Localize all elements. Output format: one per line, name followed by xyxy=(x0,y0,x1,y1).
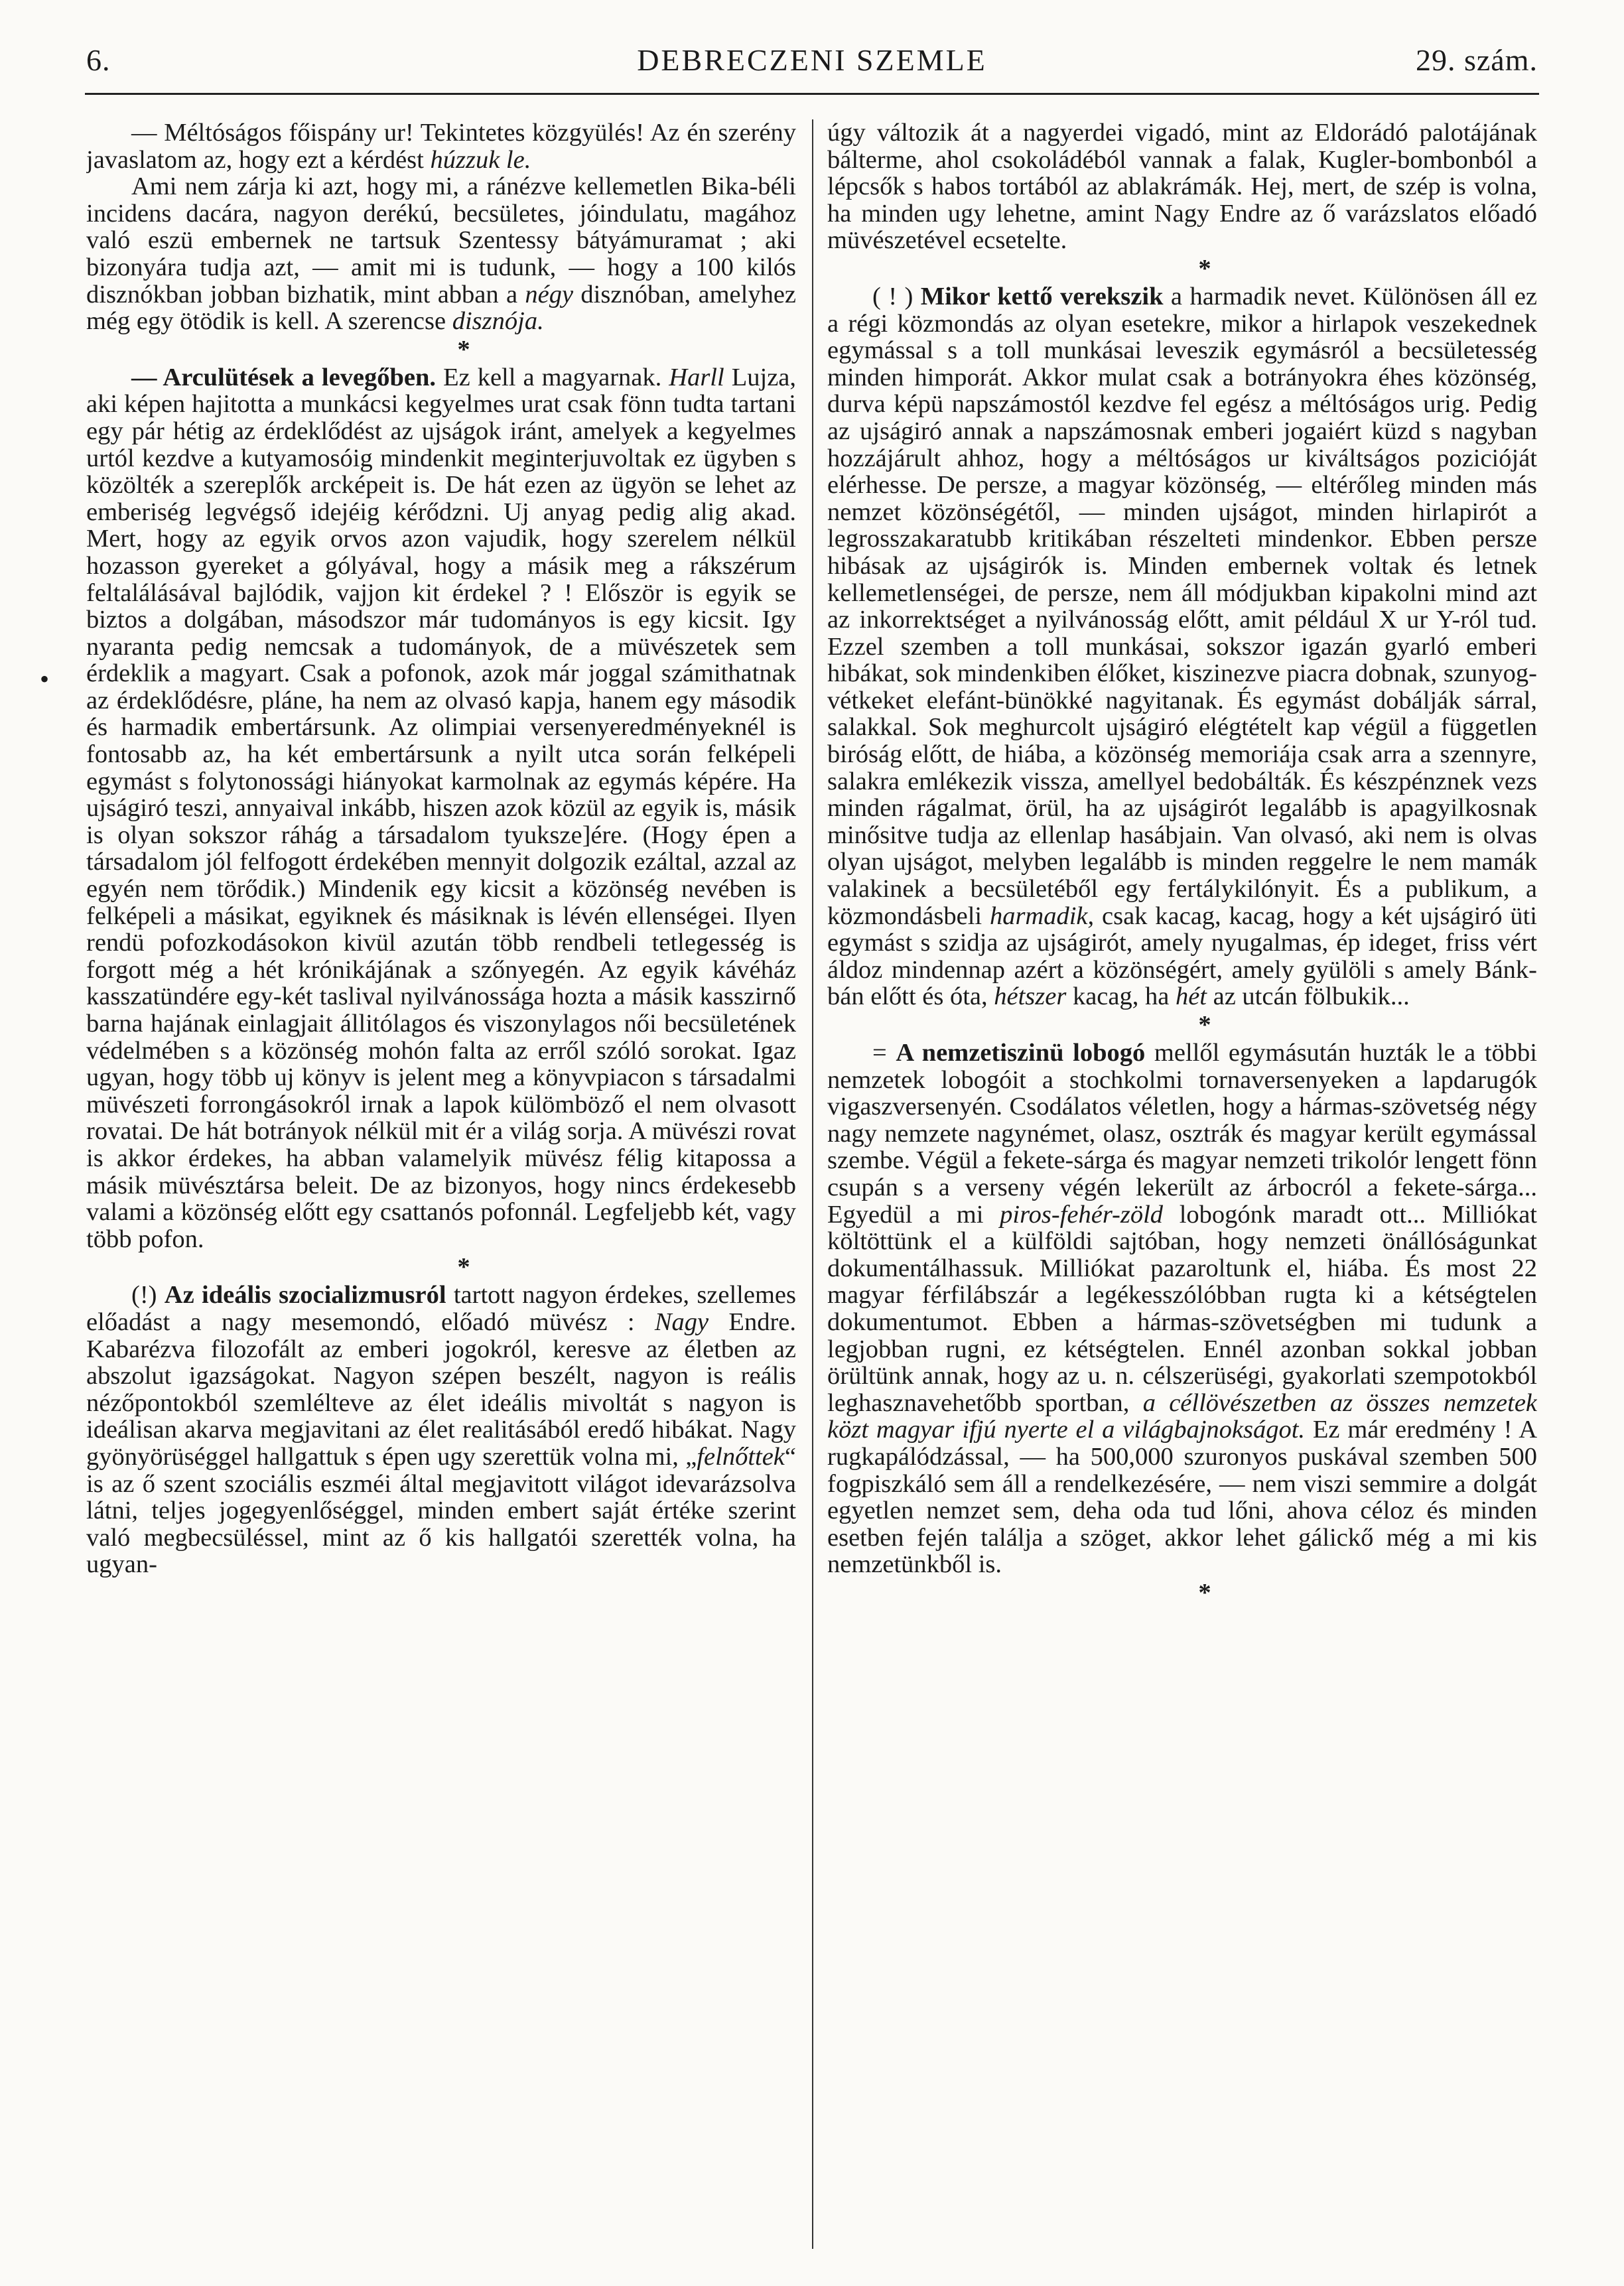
section-heading: A nemzetiszinü lobogó xyxy=(896,1039,1146,1067)
column-divider xyxy=(812,119,813,2249)
section-heading: Az ideális szocializmusról xyxy=(164,1281,446,1310)
header-rule xyxy=(85,93,1539,95)
paragraph-lobogo: = A nemzetiszinü lobogó mellől egymásután huzták le a többi nemzetek lobogóit a stochkolmi tornaversenyeken a lapdarugók vigaszversenyén. Csodálatos véletlen, hogy a hármas-szövetség négy nagy nemzete nagynémet, olasz, osztrák és magyar került egymással szembe. Végül a fekete-sárga és magyar nemzeti trikolór lengett fönn csupán s a verseny végén lekerült az árbocról a fekete-sárga... Egyedül a mi piros-fehér-zöld lobogónk maradt ott... Milliókat költöttünk el a külföldi sajtóban, hogy nemzeti önállóságunkat dokumentálhassuk. Milliókat pazaroltunk el, hiába. És most 22 magyar férfilábszár a legékesszólóbban rugta ki a kétségtelen dokumentumot. Ebben a hármas-szövetségben mi tudunk a legjobban rugni, ez kétségtelen. Ennél azonban sokkal jobban örültünk annak, hogy az u. n. célszerüségi, gyakorlati szempotokból leghasznavehetőbb sportban, a céllövészetben az összes nemzetek közt magyar ifjú nyerte el a világbajnokságot. Ez már eredmény ! A rugkapálódzással, — ha 500,000 szuronyos puskával szemben 500 fogpiszkáló sem áll a rendelkezésére, — nem viszi semmire a dolgát egyetlen nemzet sem, deha oda tud lőni, ahova céloz és minden esetben fején találja a szöget, akkor lehet gálickő még a mi kis nemzetünkből is. xyxy=(827,1039,1537,1579)
paragraph-szentessy: Ami nem zárja ki azt, hogy mi, a ránézve kellemetlen Bika-béli incidens dacára, nagyon derékú, becsületes, jóindulatu, magához való eszü embernek ne tartsuk Szentessy bátyámuramat ; aki bizonyára tudja azt, — amit mi is tudunk, — hogy a 100 kilós disznókban jobban bizhatik, mint abban a négy disznóban, amelyhez még egy ötödik is kell. A szerencse disznója. xyxy=(86,172,796,336)
paragraph-szocializmus: (!) Az ideális szocializmusról tartott nagyon érdekes, szellemes előadást a nagy mesemondó, előadó müvész : Nagy Endre. Kabarézva filozofált az emberi jogokról, keresve az életben az abszolut igazságokat. Nagyon szépen beszélt, nagyon is reális nézőpontokból szemlélteve az élet ideális mivoltát s nagyon is ideálisan akarva megjavitani az élet realitásából eredő hibákat. Nagy gyönyörüséggel hallgattuk s épen ugy szerettük volna mi, „felnőttek“ is az ő szent szociális eszméi által megjavitott világot idevarázsolva látni, teljes jogegyenlőséggel, minden embert saját értéke szerint való megbecsüléssel, mint az ő kis hallgatói szerették volna, ha ugyan- xyxy=(86,1281,796,1579)
journal-title: DEBRECZENI SZEMLE xyxy=(637,43,987,77)
paragraph-arculutesek: — Arculütések a levegőben. Ez kell a magyarnak. Harll Lujza, aki képen hajitotta a munkácsi kegyelmes urat csak fönn tudta tartani egy pár hétig az érdeklődést az ujságok iránt, amelyek a kegyelmes urtól kezdve a kutyamosóig mindenkit meginterjuvoltak ez ügyben s közölték a szereplők arcképeit is. De hát ezen az ügyön se lehet az emberiség legvégső idejéig kérődzni. Uj anyag pedig alig akad. Mert, hogy az egyik orvos azon vajudik, hogy szerelem nélkül hozasson gyereket a gólyával, hogy a másik meg a rákszérum feltalálásával bajlódik, vajjon kit érdekel ? ! Először is egyik se biztos a dolgában, másodszor már tudományos is egy kicsit. Igy nyaranta pedig nemcsak a tudományok, de a müvészetek sem érdeklik a magyart. Csak a pofonok, azok már joggal számithatnak az érdeklődésre, pláne, ha nem az olvasó kapja, hanem egy második és harmadik embertársunk. Az olimpiai versenyeredményeknél is fontosabb az, ha két embertársunk a nyilt utca során felképeli egymást s folytonossági hiányokat karmolnak az egymás képére. Ha ujságiró teszi, annyaival inkább, hiszen azok közül az egyik is, másik is olyan sokszor ráhág a társadalom tyuksze]ére. (Hogy épen a társadalom jól felfogott érdekében mennyit dolgozik ezáltal, azzal az egyén nem törődik.) Mindenik egy kicsit a közönség nevében is felképeli a másikat, egyiknek és másiknak is lévén ellenségei. Ilyen rendü pofozkodásokon kivül azután több rendbeli tetlegesség is forgott még a hét krónikájának a szőnyegén. Az egyik kávéház kasszatündére egy-két taslival nyilvánossága hozta a másik kasszirnő barna hajának einlagjait állitólagos és viszonylagos női becsületének védelmében s a közönség mohón falta az erről szóló sorokat. Igaz ugyan, hogy több uj könyv is jelent meg a könyvpiacon s társadalmi müvészeti forrongásokról irnak a lapok külömböző el nem olvasott rovatai. De hát botrányok nélkül mit ér a világ sorja. A müvészi rovat is akkor érdekes, ha abban valamelyik müvész félig kitapossa a másik müvésztársa beleit. De az bizonyos, hogy nincs érdekesebb valami a közönség előtt egy csattanós pofonnál. Legfeljebb két, vagy több pofon. xyxy=(86,363,796,1253)
left-column xyxy=(86,119,796,2249)
section-separator: * xyxy=(1198,254,1211,283)
paragraph-verekszik: ( ! ) Mikor kettő verekszik a harmadik nevet. Különösen áll ez a régi közmondás az olyan esetekre, mikor a hirlapok veszekednek egymással s a toll munkásai leveszik egymásról a becsületesség minden himporát. Akkor mulat csak a botrányokra éhes közönség, durva képü napszámostól kezdve fel egész a méltóságos urig. Pedig az ujságiró annak a napszámosnak emberi jogaiért küzd s nagyban hozzájárult ahhoz, hogy a méltóságos ur kiváltságos pozicióját elérhesse. De persze, a magyar közönség, — eltérőleg minden más nemzet közönségétől, — minden ujságot, minden hirlapirót a legrosszakaratubb kritikában részelteti mindenkor. Ebben persze hibásak az ujságirók is. Minden embernek voltak és letnek kellemetlenségei, de persze, nem áll módjukban kipakolni mind azt az inkorrektséget a nyilvánosság előtt, amit például X ur Y-ról tud. Ezzel szemben a toll munkásai, sokszor igazán gyarló emberi hibákat, sok mindenkiben élőket, kiszinezve piacra dobnak, szunyog-vétkeket elefánt-bünökké nagyitanak. És egymást dobálják sárral, salakkal. Sok meghurcolt ujságiró elégtételt kap végül a független biróság előtt, de hiába, a közönség memoriája csak arra a szennyre, salakra emlékezik vissza, amellyel bedobálták. És készpénznek vezs minden rágalmat, örül, ha az ujságirót legalább is apagyilkosnak minősitve tudja az ellenlap hasábjain. Van olvasó, aki nem is olvas olyan ujságot, melyben legalább is minden reggelre le nem mamák valakinek a becsületéből egy fertálykilónyit. És a publikum, a közmondásbeli harmadik, csak kacag, kacag, hogy a két ujságiró üti egymást s szidja az ujságirót, amely nyugalmas, ép ideget, friss vért áldoz mindennap azért a közönségért, amely gyülöli s amely Bánk-bán előtt és óta, hétszer kacag, ha hét az utcán fölbukik... xyxy=(827,282,1537,1011)
issue-number: 29. szám. xyxy=(1415,43,1538,77)
right-column xyxy=(827,119,1537,2249)
paragraph-foispan: — Méltóságos főispány ur! Tekintetes közgyülés! Az én szerény javaslatom az, hogy ezt a kérdést húzzuk le. xyxy=(86,119,796,174)
section-heading: Mikor kettő verekszik xyxy=(920,282,1164,310)
section-separator: * xyxy=(457,335,470,364)
section-heading: — Arculütések a levegőben. xyxy=(131,363,437,391)
page-header xyxy=(86,38,1538,85)
section-separator: * xyxy=(1198,1578,1211,1607)
margin-dot: • xyxy=(40,664,50,694)
paragraph-vigado: úgy változik át a nagyerdei vigadó, mint az Eldorádó palotájának bálterme, ahol csokoládéból vannak a falak, Kugler-bombonból a lépcsők s habos tortából az ablakrámák. Hej, mert, de szép is volna, ha minden ugy lehetne, amint Nagy Endre az ő varázslatos előadó müvészetével ecsetelte. xyxy=(827,119,1537,255)
section-separator: * xyxy=(457,1253,470,1282)
page-number: 6. xyxy=(86,43,111,77)
section-separator: * xyxy=(1198,1011,1211,1039)
